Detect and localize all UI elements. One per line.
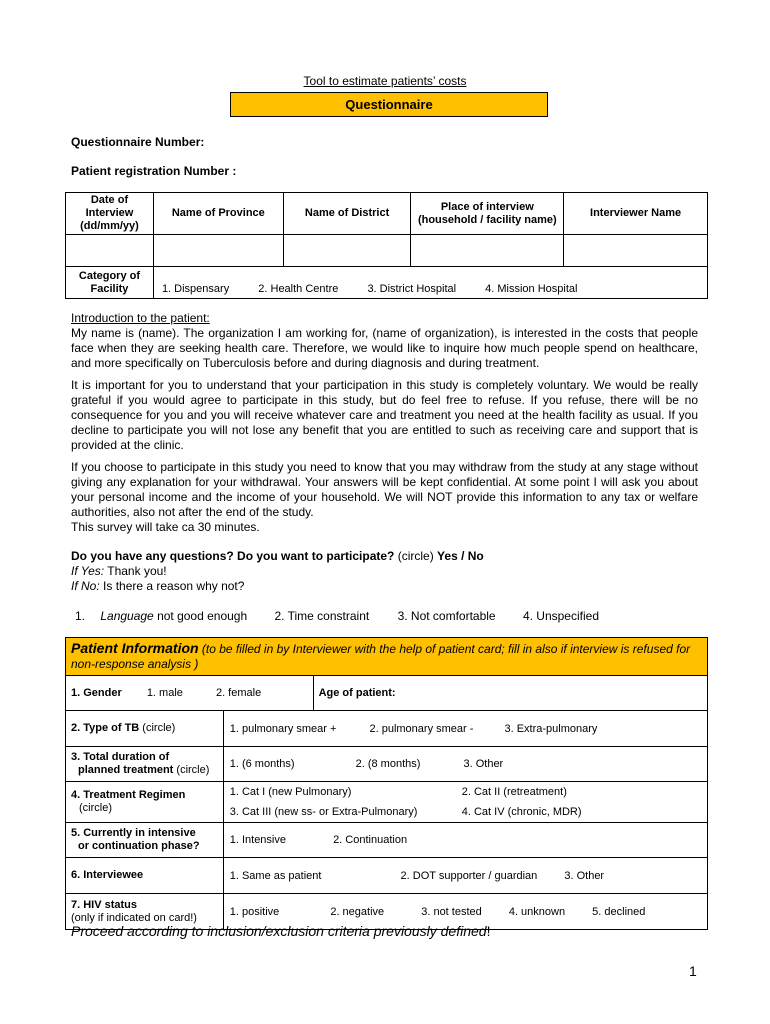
duration-options <box>223 747 707 782</box>
if-yes-text: Thank you! <box>104 564 167 578</box>
gender-option[interactable]: 1. male <box>146 686 183 699</box>
hiv-option[interactable]: 3. not tested <box>421 905 482 918</box>
col-date-header: Date of Interview (dd/mm/yy) <box>66 193 154 235</box>
hiv-option[interactable]: 2. negative <box>330 905 385 918</box>
reason-language[interactable] <box>75 609 259 623</box>
tb-type-label-cell <box>66 711 224 747</box>
circle-note: (circle) <box>394 549 438 563</box>
province-field[interactable] <box>153 235 283 267</box>
tb-circle-note: (circle) <box>139 722 176 734</box>
if-no-text: Is there a reason why not? <box>99 579 245 593</box>
hiv-option[interactable]: 1. positive <box>229 905 280 918</box>
interviewee-option[interactable]: 1. Same as patient <box>229 869 322 882</box>
participation-question <box>71 549 484 594</box>
interviewee-option[interactable]: 2. DOT supporter / guardian <box>400 869 538 882</box>
duration-label-cell <box>66 747 224 782</box>
tb-type-options <box>223 711 707 747</box>
tb-type-label: 2. Type of TB <box>71 722 140 734</box>
regimen-option[interactable]: 2. Cat II (retreatment) <box>461 786 567 798</box>
tb-option[interactable]: 3. Extra-pulmonary <box>504 722 598 735</box>
category-option[interactable]: 2. Health Centre <box>258 282 339 295</box>
category-options <box>153 267 707 299</box>
hiv-option[interactable]: 5. declined <box>592 905 646 918</box>
questionnaire-banner: Questionnaire <box>230 92 548 117</box>
refusal-reasons <box>75 609 611 623</box>
interviewee-label: 6. Interviewee <box>71 869 144 881</box>
gender-row <box>66 676 314 711</box>
intro-heading: Introduction to the patient: <box>71 311 210 325</box>
question-text: Do you have any questions? Do you want to participate? <box>71 549 395 563</box>
duration-option[interactable]: 3. Other <box>463 758 504 770</box>
phase-options <box>223 823 707 858</box>
reason-number: 1. <box>75 609 89 623</box>
gender-label: 1. Gender <box>71 686 122 699</box>
interview-details-table <box>65 192 708 299</box>
col-province-header: Name of Province <box>153 193 283 235</box>
regimen-option[interactable]: 3. Cat III (new ss- or Extra-Pulmonary) <box>229 806 418 818</box>
patient-info-header <box>66 638 708 676</box>
introduction-section <box>71 311 698 535</box>
district-field[interactable] <box>283 235 411 267</box>
age-label: Age of patient: <box>318 686 396 699</box>
reason-language-rest: not good enough <box>153 609 248 623</box>
intro-duration: This survey will take ca 30 minutes. <box>71 520 260 534</box>
tb-option[interactable]: 1. pulmonary smear + <box>229 722 337 735</box>
hiv-label: 7. HIV status <box>71 898 138 911</box>
place-field[interactable] <box>411 235 564 267</box>
duration-option[interactable]: 2. (8 months) <box>355 758 421 770</box>
interviewer-field[interactable] <box>564 235 708 267</box>
phase-option[interactable]: 1. Intensive <box>229 834 286 846</box>
registration-number-label: Patient registration Number : <box>71 164 237 178</box>
hiv-option[interactable]: 4. unknown <box>508 905 566 918</box>
interviewee-options <box>223 858 707 894</box>
col-interviewer-header: Interviewer Name <box>564 193 708 235</box>
phase-label-cell <box>66 823 224 858</box>
patient-info-subtitle: (to be filled in by Interviewer with the help of patient card; fill in also if interview is refused for non-response analysis ) <box>71 642 691 671</box>
duration-label-line2: planned treatment <box>78 764 174 776</box>
questionnaire-number-label: Questionnaire Number: <box>71 135 205 149</box>
patient-info-title: Patient Information <box>71 640 199 656</box>
proceed-text: Proceed according to inclusion/exclusion criteria previously defined <box>71 923 487 939</box>
regimen-option[interactable]: 1. Cat I (new Pulmonary) <box>229 786 352 798</box>
category-option[interactable]: 4. Mission Hospital <box>485 282 578 295</box>
gender-option[interactable]: 2. female <box>215 686 262 699</box>
category-option[interactable]: 1. Dispensary <box>161 282 230 295</box>
yes-no-choice[interactable]: Yes / No <box>437 549 484 563</box>
col-district-header: Name of District <box>283 193 411 235</box>
interviewee-option[interactable]: 3. Other <box>564 869 605 882</box>
tb-option[interactable]: 2. pulmonary smear - <box>369 722 474 735</box>
duration-label-line1: 3. Total duration of <box>71 751 170 763</box>
date-field[interactable] <box>66 235 154 267</box>
intro-paragraph: If you choose to participate in this study you need to know that you may withdraw from the study at any stage without giving any explanation for your withdrawal. Your answers will be kept confidential. At some point I will ask you about your personal income and the income of your household. We will NOT provide this information to any tax or welfare authorities, also not after the end of the study. <box>71 460 698 519</box>
regimen-circle-note: (circle) <box>79 802 112 814</box>
reason-unspecified[interactable]: 4. Unspecified <box>522 609 599 623</box>
regimen-label-cell <box>66 782 224 823</box>
intro-paragraph: My name is (name). The organization I am working for, (name of organization), is interested in the costs that people face when they are seeking health care. Therefore, we would like to inquire how much people spend on healthcare, and more specifically on Tuberculosis before and during diagnosis and during treatment. <box>71 326 698 370</box>
category-option[interactable]: 3. District Hospital <box>367 282 457 295</box>
duration-option[interactable]: 1. (6 months) <box>229 758 295 770</box>
tool-title: Tool to estimate patients’ costs <box>303 74 467 88</box>
age-cell[interactable] <box>313 676 707 711</box>
reason-language-word: Language <box>100 609 154 623</box>
regimen-options <box>223 782 707 823</box>
page-number: 1 <box>689 963 697 979</box>
category-label: Category of Facility <box>66 267 154 299</box>
proceed-bang: ! <box>486 923 491 939</box>
intro-paragraph: It is important for you to understand that your participation in this study is completely voluntary. We would be really grateful if you would agree to participate in this study, but do feel free to refuse. If you refuse, there will be no consequence for you and you will receive whatever care and treatment you need at the health facility as usual. If you decline to participate you will not lose any benefit that you are entitled to such as receiving care and support that is provided at the clinic. <box>71 378 698 452</box>
regimen-label: 4. Treatment Regimen <box>71 789 186 801</box>
if-yes-label: If Yes: <box>71 564 105 578</box>
phase-label-line2: or continuation phase? <box>78 840 200 852</box>
phase-option[interactable]: 2. Continuation <box>333 834 408 846</box>
duration-circle-note: (circle) <box>173 764 210 776</box>
phase-label-line1: 5. Currently in intensive <box>71 827 196 839</box>
col-place-header: Place of interview (household / facility name) <box>411 193 564 235</box>
reason-comfort[interactable]: 3. Not comfortable <box>397 609 496 623</box>
hiv-note: (only if indicated on card!) <box>71 911 197 924</box>
interviewee-label-cell <box>66 858 224 894</box>
regimen-option[interactable]: 4. Cat IV (chronic, MDR) <box>461 806 582 818</box>
if-no-label: If No: <box>71 579 100 593</box>
reason-time[interactable]: 2. Time constraint <box>274 609 370 623</box>
patient-information-table <box>65 637 708 930</box>
proceed-instruction <box>71 923 490 939</box>
